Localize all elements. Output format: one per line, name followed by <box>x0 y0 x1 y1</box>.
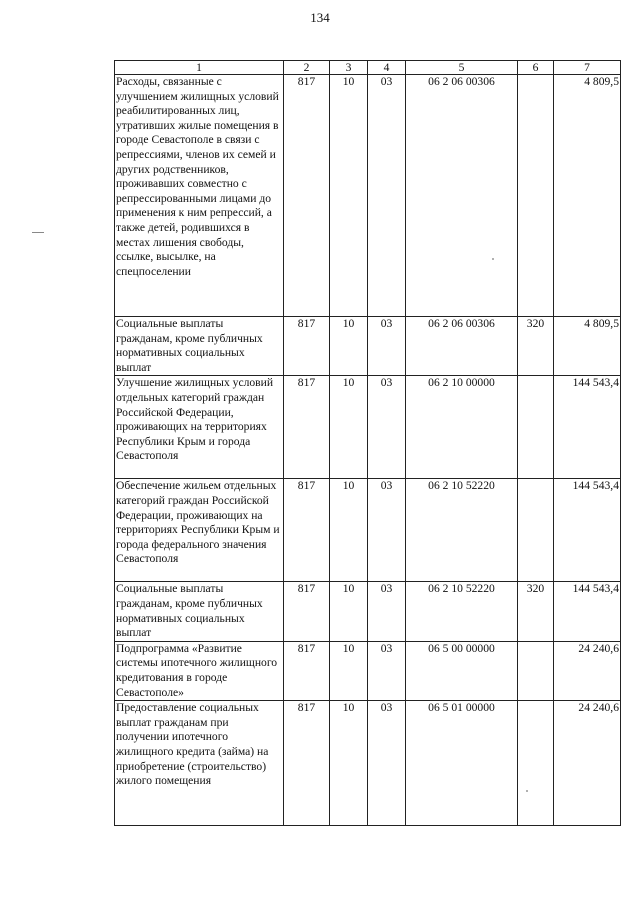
expense-type-code <box>518 701 554 826</box>
amount: 24 240,6 <box>554 701 621 826</box>
margin-mark <box>32 232 44 233</box>
ministry-code: 817 <box>284 701 330 826</box>
table-row <box>115 75 621 317</box>
amount: 4 809,5 <box>554 75 621 317</box>
subsection-code: 03 <box>368 376 406 479</box>
subsection-code: 03 <box>368 701 406 826</box>
subsection-code: 03 <box>368 582 406 641</box>
amount: 144 543,4 <box>554 479 621 582</box>
expense-name: Социальные выплаты гражданам, кроме публичных нормативных социальных выплат <box>115 582 284 641</box>
target-code: 06 2 10 52220 <box>406 582 518 641</box>
ministry-code: 817 <box>284 75 330 317</box>
table-row <box>115 376 621 479</box>
subsection-code: 03 <box>368 479 406 582</box>
section-code: 10 <box>330 376 368 479</box>
ministry-code: 817 <box>284 479 330 582</box>
target-code: 06 2 10 52220 <box>406 479 518 582</box>
section-code: 10 <box>330 701 368 826</box>
ministry-code: 817 <box>284 317 330 376</box>
amount: 4 809,5 <box>554 317 621 376</box>
expense-name: Расходы, связанные с улучшением жилищных условий реабилитированных лиц, утративших жилые помещения в городе Севастополе в связи с репрессиями, членов их семей и других родственников, проживавших совместно с репрессированными лицами до применения к ним репрессий, а также детей, родившихся в местах лишения свободы, ссылке, высылке, на спецпоселении <box>115 75 284 317</box>
target-code: 06 5 01 00000 <box>406 701 518 826</box>
section-code: 10 <box>330 75 368 317</box>
expense-type-code: 320 <box>518 582 554 641</box>
amount: 144 543,4 <box>554 582 621 641</box>
expense-type-code: 320 <box>518 317 554 376</box>
section-code: 10 <box>330 479 368 582</box>
subsection-code: 03 <box>368 75 406 317</box>
target-code: 06 2 06 00306 <box>406 75 518 317</box>
expense-type-code <box>518 641 554 700</box>
section-code: 10 <box>330 317 368 376</box>
table-row <box>115 701 621 826</box>
column-number: 3 <box>330 61 368 75</box>
column-number: 1 <box>115 61 284 75</box>
subsection-code: 03 <box>368 317 406 376</box>
table-row <box>115 582 621 641</box>
column-number-row <box>115 61 621 75</box>
expense-name: Подпрограмма «Развитие системы ипотечного жилищного кредитования в городе Севастополе» <box>115 641 284 700</box>
column-number: 4 <box>368 61 406 75</box>
expense-type-code <box>518 479 554 582</box>
column-number: 5 <box>406 61 518 75</box>
page-number: 134 <box>310 10 330 25</box>
expense-name: Предоставление социальных выплат гражданам при получении ипотечного жилищного кредита (займа) на приобретение (строительство) жилого помещения <box>115 701 284 826</box>
table-row <box>115 479 621 582</box>
column-number: 2 <box>284 61 330 75</box>
expense-name: Улучшение жилищных условий отдельных категорий граждан Российской Федерации, проживающих на территориях Республики Крым и города Севастополя <box>115 376 284 479</box>
target-code: 06 5 00 00000 <box>406 641 518 700</box>
column-number: 7 <box>554 61 621 75</box>
ministry-code: 817 <box>284 376 330 479</box>
subsection-code: 03 <box>368 641 406 700</box>
table-row <box>115 317 621 376</box>
budget-table <box>114 60 621 826</box>
section-code: 10 <box>330 641 368 700</box>
column-number: 6 <box>518 61 554 75</box>
amount: 24 240,6 <box>554 641 621 700</box>
table-row <box>115 641 621 700</box>
target-code: 06 2 10 00000 <box>406 376 518 479</box>
expense-name: Социальные выплаты гражданам, кроме публичных нормативных социальных выплат <box>115 317 284 376</box>
ministry-code: 817 <box>284 582 330 641</box>
target-code: 06 2 06 00306 <box>406 317 518 376</box>
expense-type-code <box>518 376 554 479</box>
ministry-code: 817 <box>284 641 330 700</box>
amount: 144 543,4 <box>554 376 621 479</box>
section-code: 10 <box>330 582 368 641</box>
expense-name: Обеспечение жильем отдельных категорий граждан Российской Федерации, проживающих на территориях Республики Крым и города федерального значения Севастополя <box>115 479 284 582</box>
expense-type-code <box>518 75 554 317</box>
